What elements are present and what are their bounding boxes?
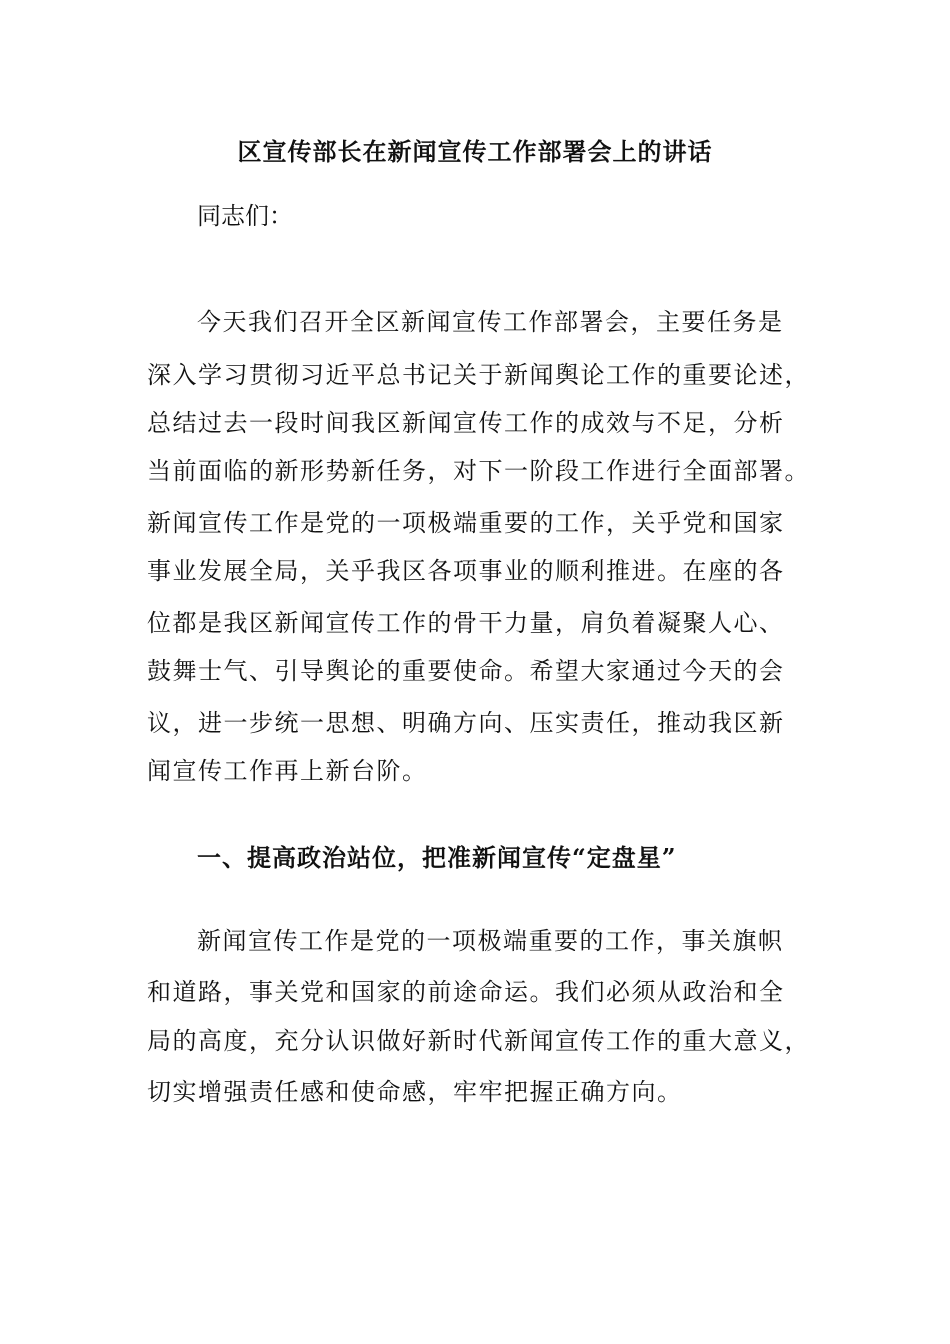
paragraph-line: 总结过去一段时间我区新闻宣传工作的成效与不足，分析 bbox=[147, 409, 785, 437]
paragraph-line: 当前面临的新形势新任务，对下一阶段工作进行全面部署。 bbox=[147, 457, 810, 485]
paragraph-line: 和道路，事关党和国家的前途命运。我们必须从政治和全 bbox=[147, 978, 785, 1006]
paragraph-line: 今天我们召开全区新闻宣传工作部署会，主要任务是 bbox=[197, 308, 784, 336]
document-title: 区宣传部长在新闻宣传工作部署会上的讲话 bbox=[237, 137, 713, 166]
paragraph-line: 深入学习贯彻习近平总书记关于新闻舆论工作的重要论述， bbox=[147, 361, 810, 389]
paragraph-line: 局的高度，充分认识做好新时代新闻宣传工作的重大意义， bbox=[147, 1027, 810, 1055]
paragraph-line: 新闻宣传工作是党的一项极端重要的工作，关乎党和国家 bbox=[147, 509, 785, 537]
paragraph-line: 切实增强责任感和使命感，牢牢把握正确方向。 bbox=[147, 1078, 683, 1106]
paragraph-line: 事业发展全局，关乎我区各项事业的顺利推进。在座的各 bbox=[147, 557, 785, 585]
paragraph-line: 新闻宣传工作是党的一项极端重要的工作，事关旗帜 bbox=[197, 927, 784, 955]
section-heading: 一、提高政治站位，把准新闻宣传“定盘星” bbox=[197, 843, 677, 872]
paragraph-line: 议，进一步统一思想、明确方向、压实责任，推动我区新 bbox=[147, 709, 785, 737]
paragraph-line: 鼓舞士气、引导舆论的重要使命。希望大家通过今天的会 bbox=[147, 657, 785, 685]
salutation: 同志们： bbox=[197, 202, 293, 230]
paragraph-line: 位都是我区新闻宣传工作的骨干力量，肩负着凝聚人心、 bbox=[147, 609, 785, 637]
paragraph-line: 闻宣传工作再上新台阶。 bbox=[147, 757, 428, 785]
